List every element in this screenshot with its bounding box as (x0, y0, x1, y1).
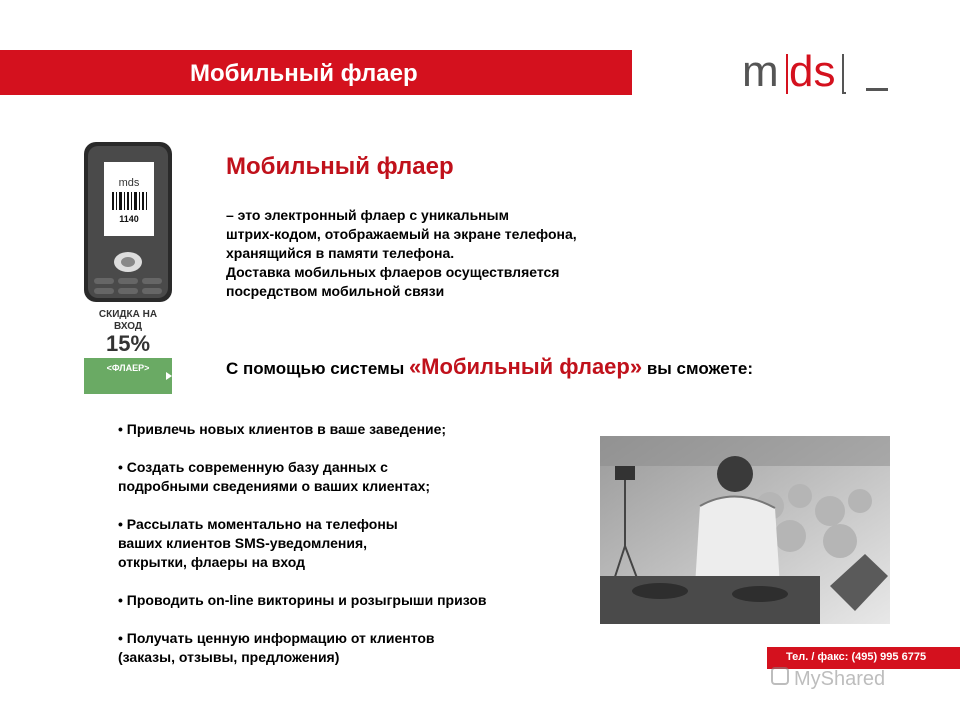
list-item (118, 629, 588, 667)
svg-text:ds: ds (789, 48, 836, 96)
list-item (118, 515, 588, 572)
phone-screen-brand: mds (118, 177, 140, 189)
list-item (118, 591, 588, 610)
phone-illustration (78, 140, 188, 400)
mds-logo (742, 48, 892, 98)
description-line: штрих-кодом, отображаемый на экране телефона, (226, 226, 577, 242)
list-item-line: • Привлечь новых клиентов в ваше заведение; (118, 421, 447, 437)
list-item (118, 458, 588, 496)
benefits-list (118, 420, 588, 686)
promo-tag: <ФЛАЕР> (106, 363, 150, 373)
watermark-logo (770, 662, 930, 692)
promo-line-1: СКИДКА НА (98, 309, 158, 320)
watermark-text: MyShared (794, 668, 886, 690)
list-item (118, 420, 588, 439)
list-item-line: • Создать современную базу данных с (118, 459, 388, 475)
lead-after: вы сможете: (642, 359, 753, 378)
description-line: – это электронный флаер с уникальным (226, 207, 509, 223)
description (226, 206, 646, 301)
promo-line-2: ВХОД (113, 321, 143, 332)
list-item-line: ваших клиентов SMS-уведомления, (118, 535, 368, 551)
slide-title: Мобильный флаер (190, 60, 418, 87)
phone-graphic (78, 140, 188, 400)
watermark-icon (772, 668, 788, 684)
lead-sentence (226, 354, 753, 380)
lead-before: С помощью системы (226, 359, 409, 378)
dj-photo (600, 436, 890, 624)
description-line: Доставка мобильных флаеров осуществляется (226, 264, 560, 280)
svg-text:m: m (742, 48, 779, 96)
description-line: хранящийся в памяти телефона. (226, 245, 455, 261)
list-item-line: • Проводить on-line викторины и розыгрыши призов (118, 592, 487, 608)
list-item-line: открытки, флаеры на вход (118, 554, 306, 570)
list-item-line: • Получать ценную информацию от клиентов (118, 630, 435, 646)
phone-barcode-number: 1140 (119, 214, 139, 224)
list-item-line: (заказы, отзывы, предложения) (118, 649, 340, 665)
promo-percent: 15% (105, 331, 151, 356)
list-item-line: подробными сведениями о ваших клиентах; (118, 478, 431, 494)
lead-accent: «Мобильный флаер» (408, 354, 643, 379)
section-title: Мобильный флаер (226, 153, 454, 180)
contact-phone: Тел. / факс: (495) 995 6775 (786, 651, 927, 663)
list-item-line: • Рассылать моментально на телефоны (118, 516, 398, 532)
description-line: посредством мобильной связи (226, 283, 445, 299)
